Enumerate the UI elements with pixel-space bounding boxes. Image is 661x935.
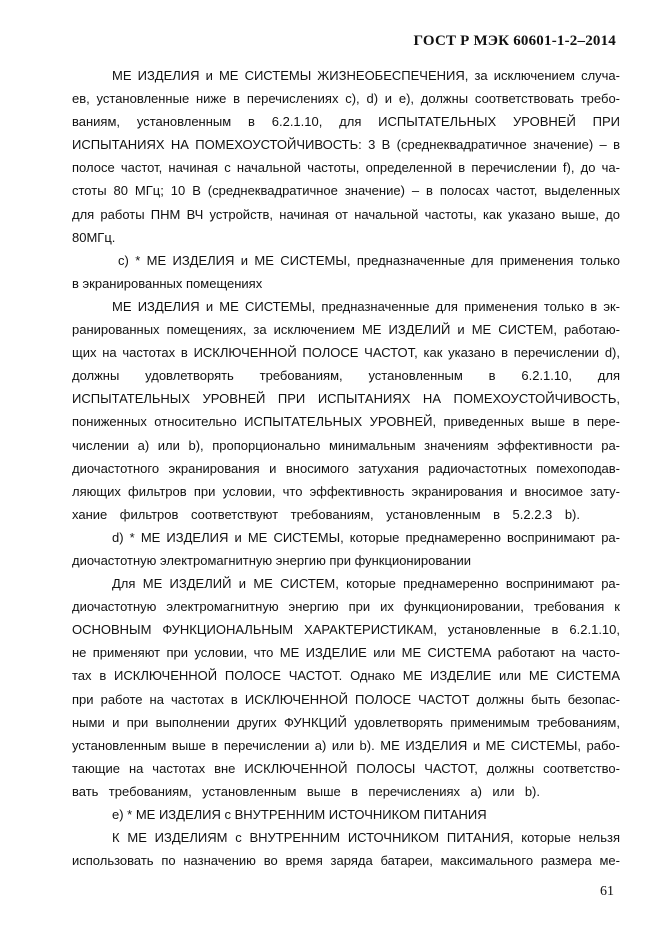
text-line: ными и при выполнении других ФУНКЦИЙ удовлетворять применимым требованиям, [72,714,620,730]
text-line: 80МГц. [72,229,116,245]
text-line: ИСПЫТАНИЯХ НА ПОМЕХОУСТОЙЧИВОСТЬ: 3 В (среднеквадратичное значение) – в [72,137,620,153]
text-line: МЕ ИЗДЕЛИЯ и МЕ СИСТЕМЫ, предназначенные для применения только в эк- [112,298,620,314]
text-line: ляющих фильтров при условии, что эффективность экранирования и вносимое зату- [72,483,620,499]
text-line: МЕ ИЗДЕЛИЯ и МЕ СИСТЕМЫ ЖИЗНЕОБЕСПЕЧЕНИЯ, за исключением случа- [112,68,620,83]
text-line: полосе частот, начиная с начальной частоты, определенной в перечислении f), до ча- [72,160,620,176]
text-line: при работе на частотах в ИСКЛЮЧЕННОЙ ПОЛОСЕ ЧАСТОТ должны быть безопас- [72,691,620,707]
text-line: ваниям, установленным в 6.2.1.10, для ИСПЫТАТЕЛЬНЫХ УРОВНЕЙ ПРИ [72,114,620,130]
list-item-heading: е) * МЕ ИЗДЕЛИЯ с ВНУТРЕННИМ ИСТОЧНИКОМ ПИТАНИЯ [112,807,487,822]
text-line: К МЕ ИЗДЕЛИЯМ с ВНУТРЕННИМ ИСТОЧНИКОМ ПИТАНИЯ, которые нельзя [112,830,620,846]
text-line: стоты 80 МГц; 10 В (среднеквадратичное значение) – в полосах частот, выделенных [72,183,620,199]
text-line: установленным выше в перечислении а) или b). МЕ ИЗДЕЛИЯ и МЕ СИСТЕМЫ, рабо- [72,737,620,753]
list-item-heading: d) * МЕ ИЗДЕЛИЯ и МЕ СИСТЕМЫ, которые преднамеренно воспринимают ра- [112,529,620,545]
list-item-heading: с) * МЕ ИЗДЕЛИЯ и МЕ СИСТЕМЫ, предназначенные для применения только [118,252,620,268]
text-line: хание фильтров соответствуют требованиям, установленным в 5.2.2.3 b). [72,506,580,522]
text-line: щих на частотах в ИСКЛЮЧЕННОЙ ПОЛОСЕ ЧАСТОТ, как указано в перечислении d), [72,345,620,361]
text-line: диочастотную электромагнитную энергию при их функционировании, требования к [72,599,620,615]
body-text [72,64,620,872]
text-line: тах в ИСКЛЮЧЕННОЙ ПОЛОСЕ ЧАСТОТ. Однако МЕ ИЗДЕЛИЕ или МЕ СИСТЕМА [72,668,620,684]
text-line: Для МЕ ИЗДЕЛИЙ и МЕ СИСТЕМ, которые преднамеренно воспринимают ра- [112,576,620,592]
list-item-heading: диочастотную электромагнитную энергию при функционировании [72,552,472,568]
text-line: использовать по назначению во время заряда батареи, максимального размера ме- [72,853,620,869]
text-line: должны удовлетворять требованиям, установленным в 6.2.1.10, для [72,368,620,384]
text-line: для работы ПНМ ВЧ устройств, начиная от начальной частоты, как указано выше, до [72,206,620,222]
text-line: ев, установленные ниже в перечислениях с), d) и е), должны соответствовать требо- [72,91,620,107]
text-line: вать требованиям, установленным выше в перечислениях а) или b). [72,783,540,799]
text-line: ИСПЫТАТЕЛЬНЫХ УРОВНЕЙ ПРИ ИСПЫТАНИЯХ НА ПОМЕХОУСТОЙЧИВОСТЬ, [72,391,620,407]
list-item-heading: в экранированных помещениях [72,275,263,291]
text-line: числении а) или b), пропорционально минимальным значениям эффективности ра- [72,437,620,453]
text-line: тающие на частотах вне ИСКЛЮЧЕННОЙ ПОЛОСЫ ЧАСТОТ, должны соответство- [72,760,620,776]
standard-header: ГОСТ Р МЭК 60601-1-2–2014 [413,33,616,49]
text-line: пониженных относительно ИСПЫТАТЕЛЬНЫХ УРОВНЕЙ, приведенных выше в пере- [72,414,620,430]
page-number: 61 [600,884,614,899]
text-line: ОСНОВНЫМ ФУНКЦИОНАЛЬНЫМ ХАРАКТЕРИСТИКАМ, установленные в 6.2.1.10, [72,622,620,638]
text-line: ранированных помещениях, за исключением МЕ ИЗДЕЛИЙ и МЕ СИСТЕМ, работаю- [72,322,620,338]
text-line: не применяют при условии, что МЕ ИЗДЕЛИЕ или МЕ СИСТЕМА работают на часто- [72,645,620,661]
text-line: диочастотного экранирования и вносимого затухания радиочастотных помехоподав- [72,460,620,476]
